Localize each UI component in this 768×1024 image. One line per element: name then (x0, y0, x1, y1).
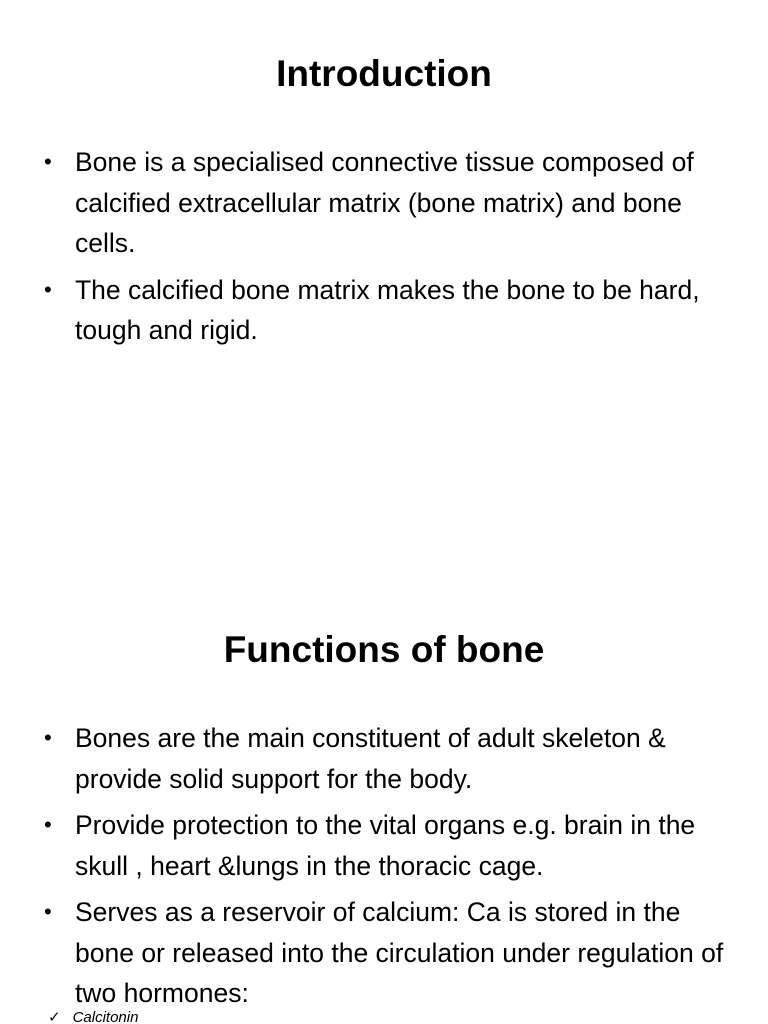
bullet-dot-icon: • (44, 812, 52, 837)
list-item (0, 805, 768, 886)
bullet-text: Serves as a reservoir of calcium: Ca is stored in the bone or released into the circulation under regulation of two hormones: (75, 897, 724, 1008)
bullet-text: Bone is a specialised connective tissue composed of calcified extracellular matrix (bone matrix) and bone cells. (75, 147, 694, 258)
bullet-text: Provide protection to the vital organs e.g. brain in the skull , heart &lungs in the thoracic cage. (75, 810, 696, 881)
list-item (0, 718, 768, 799)
slide-functions-of-bone (0, 512, 768, 1024)
bullet-dot-icon: • (44, 899, 52, 924)
bullet-list (0, 718, 768, 1020)
checkmark-icon: ✓ (48, 1009, 61, 1024)
list-item (0, 270, 768, 351)
slide-title: Introduction (276, 53, 492, 94)
bullet-list (0, 142, 768, 357)
check-item-text: Calcitonin (72, 1009, 139, 1024)
bullet-text: Bones are the main constituent of adult skeleton & provide solid support for the body. (75, 723, 666, 794)
bullet-text: The calcified bone matrix makes the bone to be hard, tough and rigid. (75, 274, 700, 345)
bullet-dot-icon: • (44, 149, 52, 174)
slide-title: Functions of bone (223, 629, 545, 670)
bullet-dot-icon: • (44, 276, 52, 302)
bullet-dot-icon: • (44, 725, 52, 750)
list-item (0, 142, 768, 264)
check-item (48, 1008, 138, 1024)
list-item (0, 892, 768, 1014)
